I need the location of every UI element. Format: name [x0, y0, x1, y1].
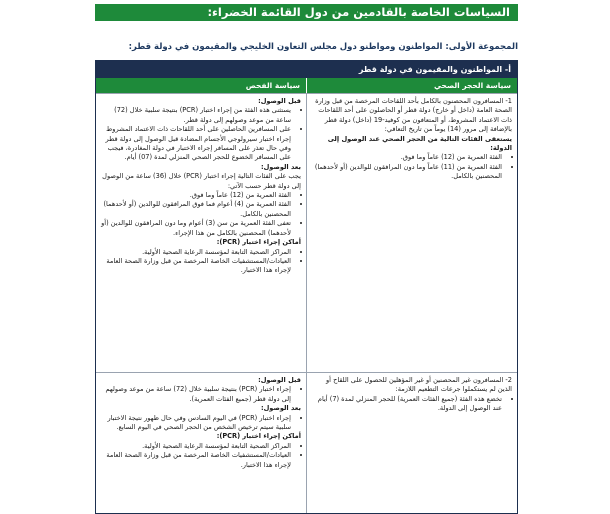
policy-table: [95, 60, 518, 514]
table-title: أ- المواطنون والمقيمون في دولة قطر: [96, 61, 517, 78]
section-banner: [95, 4, 518, 21]
list-item: • تخضع هذه الفئة (جميع الفئات العمرية) للحجر المنزلي لمدة (7) أيام عند الوصول إلى الدولة.: [312, 395, 502, 414]
before-arrival-title: قبل الوصول:: [258, 376, 301, 384]
table-header-row: [96, 78, 517, 93]
testing-cell: [96, 94, 307, 372]
after-arrival-title: بعد الوصول:: [260, 404, 301, 413]
section-title: السياسات الخاصة بالقادمين من دول القائمة الخضراء:: [207, 5, 510, 19]
pcr-places-list: [101, 442, 301, 470]
list-item: • العيادات/المستشفيات الخاصة المرخصة من قبل وزارة الصحة العامة لإجراء هذا الاختبار.: [101, 257, 291, 276]
after-arrival-text: يجب على الفئات التالية إجراء اختبار (PCR) خلال (36) ساعة من الوصول إلى دولة قطر حسب الآتي:: [102, 172, 301, 190]
quarantine-cell: [307, 94, 517, 372]
list-item: • إجراء اختبار (PCR) بنتيجة سلبية خلال (72) ساعة من موعد وصولهم إلى دولة قطر (جميع الفئات العمرية).: [101, 385, 291, 404]
list-item: • الفئة العمرية من (11) عاماً وما دون المرافقون للوالدين (أو لأحدهما) المحصنين بالكامل.: [312, 163, 502, 182]
table-row: [96, 372, 517, 513]
before-arrival-title: قبل الوصول:: [258, 97, 301, 105]
list-item: • المراكز الصحية التابعة لمؤسسة الرعاية الصحية الأولية.: [101, 248, 291, 257]
after-arrival-title: بعد الوصول:: [260, 162, 301, 171]
after-arrival-list: [101, 191, 301, 238]
exempt-title: يستعفى الفئات التالية من الحجر الصحي عند الوصول إلى الدولة:: [327, 134, 512, 153]
header-quarantine-policy: سياسة الحجر الصحي: [307, 78, 517, 93]
header-testing-policy: سياسة الفحص: [96, 78, 307, 93]
list-item: • على المسافرين الحاصلين على أحد اللقاحات ذات الاعتماد المشروط إجراء اختبار سيرولوجي الأجسام المضادة قبل الوصول إلى دولة قطر وفي حال تعذر على المسافر إجراء الاختبار في دولة المغادرة، فيجب على المسافر الخضوع للحجر الصحي المنزلي لمدة (07) أيام.: [101, 125, 291, 163]
list-item: • يستثنى هذه الفئة من إجراء اختبار (PCR) بنتيجة سلبية خلال (72) ساعة من موعد وصولهم إلى دولة قطر.: [101, 106, 291, 125]
row-intro: 1- المسافرون المحصنون بالكامل بأحد اللقاحات المرخصة من قبل وزارة الصحة العامة (داخل أو خارج) دولة قطر أو الحاصلون على أحد اللقاحات ذات الاعتماد المشروط، أو المتعافون من كوفيد-19 (داخل) دولة قطر بالإضافة إلى مرور (14) يوماً من تاريخ التعافي:: [315, 97, 512, 134]
after-arrival-list: [101, 414, 301, 433]
group-heading: المجموعة الأولى: المواطنون ومواطنو دول مجلس التعاون الخليجي والمقيمون في دولة قطر:: [128, 42, 518, 52]
before-arrival-list: [101, 106, 301, 162]
list-item: • إجراء اختبار (PCR) في اليوم السادس وفي حال ظهور نتيجة الاختبار سلبية سيتم ترخيص الشخص من الحجر الصحي في اليوم السابع.: [101, 414, 291, 433]
testing-cell: [96, 373, 307, 513]
list-item: • تعفى الفئة العمرية من سن (3) أعوام وما دون المرافقون للوالدين (أو لأحدهما) المحصنين بالكامل من هذا الإجراء.: [101, 219, 291, 238]
row-intro: 2- المسافرون غير المحصنين أو غير المؤهلين للحصول على اللقاح أو الذين لم يستكملوا جرعات التطعيم اللازمة:: [325, 376, 512, 394]
pcr-places-title: أماكن إجراء اختبار (PCR):: [216, 238, 301, 247]
exempt-list: [312, 153, 512, 181]
quarantine-cell: [307, 373, 517, 513]
before-arrival-list: [101, 385, 301, 404]
list-item: • الفئة العمرية من (4) أعوام فما فوق المرافقون للوالدين (أو لأحدهما) المحصنين بالكامل.: [101, 200, 291, 219]
pcr-places-list: [101, 248, 301, 276]
list-item: • المراكز الصحية التابعة لمؤسسة الرعاية الصحية الأولية.: [101, 442, 291, 451]
table-row: [96, 93, 517, 372]
quarantine-list: [312, 395, 512, 414]
list-item: • العيادات/المستشفيات الخاصة المرخصة من قبل وزارة الصحة العامة لإجراء هذا الاختبار.: [101, 451, 291, 470]
list-item: • الفئة العمرية من (12) عاماً وما فوق.: [312, 153, 502, 162]
pcr-places-title: أماكن إجراء اختبار (PCR):: [216, 432, 301, 441]
list-item: • الفئة العمرية من (12) عاماً وما فوق.: [101, 191, 291, 200]
